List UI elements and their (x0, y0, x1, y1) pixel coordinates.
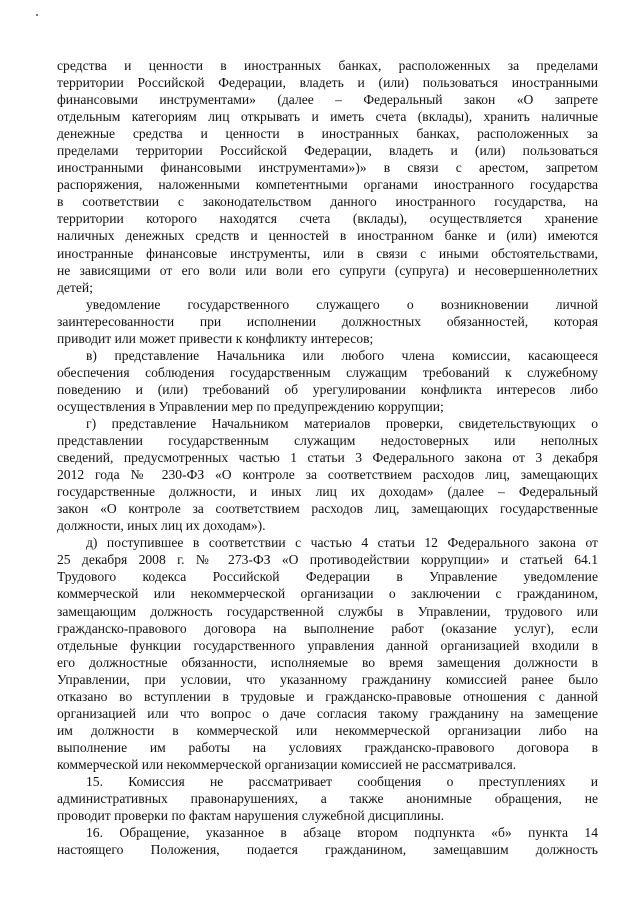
text-line: территории которого находятся счета (вклады), осуществляется хранение (57, 211, 598, 227)
text-line: Управлении, при условии, что указанному гражданину комиссией ранее было (57, 671, 598, 687)
document-body (57, 57, 598, 858)
scan-speck (36, 14, 38, 16)
text-line: коммерческой или некоммерческой организации комиссией не рассматривался. (57, 756, 517, 772)
text-line: не зависящими от его воли или воли его супруги (супруга) и несовершеннолетних (57, 262, 598, 278)
text-line: настоящего Положения, подается гражданином, замещавшим должность (57, 842, 598, 858)
text-line: Трудового кодекса Российской Федерации в Управление уведомление (57, 569, 598, 585)
text-line: д) поступившее в соответствии с частью 4 статьи 12 Федерального закона от (86, 535, 598, 551)
text-line: в) представление Начальника или любого члена комиссии, касающееся (86, 347, 598, 363)
text-line: отдельным категориям лиц открывать и иметь счета (вклады), хранить наличные (57, 109, 598, 125)
text-line: сведений, предусмотренных частью 1 статьи 3 Федерального закона от 3 декабря (57, 450, 598, 466)
text-line: 25 декабря 2008 г. № 273-ФЗ «О противодействии коррупции» и статьей 64.1 (57, 552, 598, 568)
text-line: финансовыми инструментами» (далее – Федеральный закон «О запрете (57, 92, 598, 108)
text-line: закон «О контроле за соответствием расходов лиц, замещающих государственные (57, 501, 598, 517)
text-line: коммерческой или некоммерческой организации о заключении с гражданином, (57, 586, 598, 602)
text-line: иностранные финансовые инструменты, или в связи с иными обстоятельствами, (57, 245, 598, 261)
text-line: отдельные функции государственного управления данной организацией входили в (57, 637, 598, 653)
text-line: представлении государственным служащим недостоверных или неполных (57, 433, 598, 449)
text-line: отказано во вступлении в трудовые и гражданско-правовые отношения с данной (57, 688, 598, 704)
text-line: обеспечения соблюдения государственным служащим требований к служебному (57, 364, 598, 380)
text-line: пределами территории Российской Федерации, владеть и (или) пользоваться (57, 143, 598, 159)
text-line: заинтересованности при исполнении должностных обязанностей, которая (57, 313, 598, 329)
text-line: им должности в коммерческой или некоммерческой организации либо на (57, 722, 598, 738)
text-line: 15. Комиссия не рассматривает сообщения о преступлениях и (86, 773, 598, 789)
text-line: проводит проверки по фактам нарушения служебной дисциплины. (57, 808, 445, 824)
text-line: средства и ценности в иностранных банках, расположенных за пределами (57, 58, 598, 73)
text-line: иностранными финансовыми инструментами»)» в связи с арестом, запретом (57, 160, 598, 176)
text-line: 16. Обращение, указанное в абзаце втором подпункта «б» пункта 14 (86, 825, 598, 841)
text-line: поведению и (или) требований об урегулировании конфликта интересов либо (57, 381, 598, 397)
text-line: осуществления в Управлении мер по предупреждению коррупции; (57, 398, 444, 414)
text-line: его должностные обязанности, исполняемые во время замещения должности в (57, 654, 598, 670)
text-line: денежные средства и ценности в иностранных банках, расположенных за (57, 126, 598, 142)
text-line: выполнение им работы на условиях гражданско-правового договора в (57, 739, 598, 755)
text-line: наличных денежных средств и ценностей в иностранном банке и (или) имеются (57, 228, 598, 244)
text-line: замещающим должность государственной службы в Управлении, трудового или (57, 603, 598, 619)
text-line: г) представление Начальником материалов проверки, свидетельствующих о (86, 415, 598, 431)
text-line: уведомление государственного служащего о возникновении личной (86, 296, 598, 312)
text-line: распоряжения, наложенными компетентными органами иностранного государства (57, 177, 598, 193)
text-line: административных правонарушениях, а также анонимные обращения, не (57, 791, 598, 807)
text-line: гражданско-правового договора на выполнение работ (оказание услуг), если (57, 620, 598, 636)
text-line: детей; (57, 279, 93, 295)
text-line: приводит или может привести к конфликту интересов; (57, 330, 374, 346)
text-line: государственные должности, и иных лиц их доходам» (далее – Федеральный (57, 484, 598, 500)
text-line: территории Российской Федерации, владеть и (или) пользоваться иностранными (57, 75, 598, 91)
text-line: организацией или что вопрос о даче согласия такому гражданину на замещение (57, 705, 598, 721)
text-line: должности, иных лиц их доходам»). (57, 518, 266, 534)
text-line: 2012 года № 230-ФЗ «О контроле за соответствием расходов лиц, замещающих (57, 467, 598, 483)
text-line: в соответствии с законодательством данного иностранного государства, на (57, 194, 598, 210)
